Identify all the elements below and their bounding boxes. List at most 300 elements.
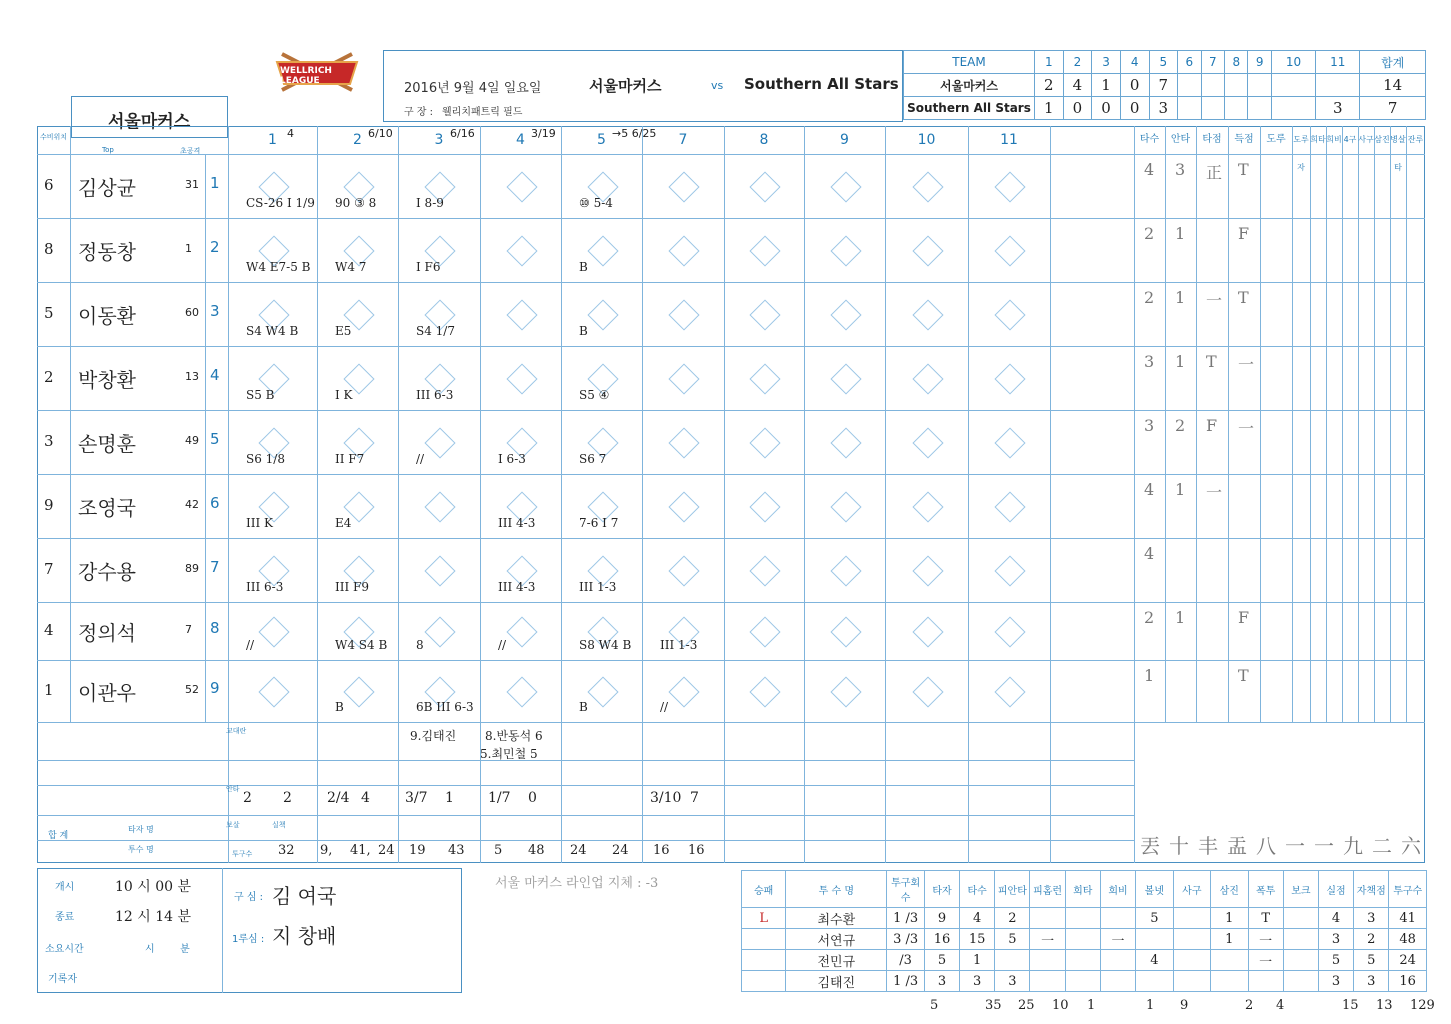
- row-line: [37, 815, 1134, 816]
- inning-score: [1248, 97, 1271, 120]
- inning-number: 9: [840, 132, 849, 148]
- league-logo: [272, 50, 362, 94]
- col-line: [1406, 126, 1407, 722]
- umpire-1b: 지 창배: [272, 924, 337, 948]
- stat-header: 안타: [1170, 134, 1191, 145]
- inning-number: 1: [268, 132, 277, 148]
- inning-pitches: 24: [570, 843, 587, 858]
- inning-header: 3: [1092, 51, 1121, 74]
- batter-stat: 4: [1144, 544, 1155, 563]
- hits-label: 안타: [226, 785, 240, 793]
- pitching-cell: [1283, 950, 1318, 971]
- stat-header: 타수: [1139, 134, 1160, 145]
- col-line: [642, 126, 643, 863]
- stat-header: 삼진: [1374, 135, 1390, 144]
- tally-mark: 九: [1343, 834, 1363, 858]
- batter-stat: 2: [1144, 288, 1155, 307]
- at-bat-mark: II F7: [335, 452, 365, 466]
- pitching-cell: 1: [1211, 908, 1248, 929]
- batter-stat: 4: [1144, 480, 1155, 499]
- walks-label: 보살: [226, 821, 240, 829]
- tally-mark: 一: [1285, 834, 1305, 858]
- inning-number: 3: [434, 132, 444, 148]
- inning-score: [1271, 97, 1315, 120]
- at-bat-mark: //: [416, 452, 425, 466]
- inning-pitches: 16: [653, 843, 670, 858]
- batter-stat: F: [1238, 608, 1250, 627]
- inning-pitches: 48: [528, 843, 545, 858]
- pitching-cell: 최수환: [786, 908, 887, 929]
- at-bat-mark: I K: [335, 388, 353, 402]
- venue-name: 웰리치패트릭 필드: [442, 107, 523, 118]
- inning-pitches: 5: [494, 843, 503, 858]
- batting-order: 9: [210, 679, 220, 697]
- pitching-cell: [1211, 950, 1248, 971]
- col-line: [968, 126, 969, 863]
- at-bat-mark: III 4-3: [498, 580, 536, 594]
- pitching-header: 타자: [924, 871, 959, 908]
- at-bat-mark: E5: [335, 324, 352, 338]
- pitching-cell: 一: [1030, 929, 1065, 950]
- pitching-total: 35: [985, 998, 1002, 1013]
- umpire-1b-label: 1루심 :: [232, 934, 265, 945]
- tally-mark: 六: [1401, 834, 1421, 858]
- away-team-name: Southern All Stars: [744, 75, 899, 93]
- batter-stat: 一: [1206, 291, 1223, 310]
- col-line: [1342, 126, 1343, 722]
- venue-label: 구 장 :: [404, 107, 434, 118]
- col-line: [1390, 126, 1391, 722]
- col-line: [804, 126, 805, 863]
- pitching-cell: 一: [1248, 929, 1283, 950]
- batter-stat: 一: [1206, 483, 1223, 502]
- inning-pitches: 24: [612, 843, 629, 858]
- inning-score: [1225, 97, 1248, 120]
- pitching-total: 10: [1052, 998, 1069, 1013]
- pitching-cell: 2: [995, 908, 1030, 929]
- at-bat-mark: III 6-3: [246, 580, 284, 594]
- total-score: 7: [1360, 97, 1426, 120]
- batting-order: 5: [210, 430, 220, 448]
- player-number: 89: [185, 562, 199, 575]
- pitching-cell: [1100, 971, 1135, 992]
- row-line: [37, 785, 1134, 786]
- pitching-cell: 4: [960, 908, 995, 929]
- batters-label: 타자 명: [128, 825, 154, 834]
- batting-order: 3: [210, 302, 220, 320]
- pitching-cell: 1 /3: [887, 971, 924, 992]
- player-name: 박창환: [78, 368, 136, 392]
- batter-stat: T: [1206, 352, 1217, 371]
- pitching-header: 투 수 명: [786, 871, 887, 908]
- pitching-cell: 2: [1354, 929, 1389, 950]
- pitching-cell: 전민규: [786, 950, 887, 971]
- at-bat-mark: B: [579, 700, 588, 714]
- pitching-total: 1: [1087, 998, 1096, 1013]
- stat-header: 희타: [1310, 135, 1326, 144]
- at-bat-mark: 90 ③ 8: [335, 196, 377, 210]
- at-bat-mark: B: [579, 324, 588, 338]
- row-line: [37, 218, 1425, 219]
- pitching-header: 희비: [1100, 871, 1135, 908]
- inning-note: 3/19: [531, 127, 556, 140]
- pitching-cell: [1030, 971, 1065, 992]
- inning-hits: 0: [528, 790, 537, 806]
- pitching-total: 13: [1376, 998, 1393, 1013]
- sub-entry: 5.최민철 5: [480, 747, 538, 761]
- pitching-cell: [742, 929, 786, 950]
- at-bat-mark: III 1-3: [579, 580, 617, 594]
- total-label: 합 계: [48, 831, 69, 841]
- pitching-cell: [995, 950, 1030, 971]
- player-number: 52: [185, 683, 199, 696]
- player-number: 49: [185, 434, 199, 447]
- at-bat-mark: S4 1/7: [416, 324, 455, 338]
- pitching-cell: /3: [887, 950, 924, 971]
- pitching-cell: 3 /3: [887, 929, 924, 950]
- pitching-cell: [1173, 950, 1210, 971]
- duration-label: 소요시간: [45, 944, 84, 955]
- at-bat-mark: //: [498, 638, 507, 652]
- pitching-cell: [1283, 971, 1318, 992]
- batter-stat: 2: [1144, 224, 1155, 243]
- pitching-cell: 3: [1318, 971, 1353, 992]
- col-line: [1374, 126, 1375, 722]
- sub-entry: 9.김태진: [410, 729, 457, 743]
- batting-order: 4: [210, 366, 220, 384]
- batter-stat: 正: [1206, 163, 1223, 182]
- player-number: 42: [185, 498, 199, 511]
- pitching-cell: 서연규: [786, 929, 887, 950]
- at-bat-mark: 8: [416, 638, 424, 652]
- inning-score: 0: [1063, 97, 1092, 120]
- pitching-total: 1: [1146, 998, 1155, 1013]
- batting-order: 1: [210, 174, 220, 192]
- player-number: 1: [185, 242, 192, 255]
- pitching-cell: 48: [1389, 929, 1427, 950]
- inning-score: [1178, 74, 1201, 97]
- pitching-cell: [1173, 971, 1210, 992]
- pitching-header: 타수: [960, 871, 995, 908]
- pitching-total: 2: [1245, 998, 1254, 1013]
- subs-label: 교대란: [226, 727, 247, 735]
- at-bat-mark: W4 S4 B: [335, 638, 388, 652]
- pitching-total: 15: [1342, 998, 1359, 1013]
- inning-number: 10: [917, 132, 936, 148]
- pitching-cell: 4: [1136, 950, 1173, 971]
- batter-stat: F: [1206, 416, 1218, 435]
- tally-mark: 二: [1372, 834, 1392, 858]
- linescore-total-header: 합계: [1360, 51, 1426, 74]
- inning-score: 0: [1120, 97, 1149, 120]
- player-position: 6: [44, 176, 54, 194]
- player-name: 김상균: [78, 176, 136, 200]
- pitching-header: 자책점: [1354, 871, 1389, 908]
- inning-hits: 2: [243, 790, 252, 806]
- end-time: 12 시 14 분: [115, 909, 192, 925]
- home-team-name: 서울마커스: [589, 77, 662, 95]
- at-bat-mark: //: [660, 700, 669, 714]
- pitching-cell: [1248, 971, 1283, 992]
- inning-number: 4: [516, 132, 525, 148]
- pitching-total: 25: [1018, 998, 1035, 1013]
- batter-stat: 一: [1238, 355, 1255, 374]
- player-position: 5: [44, 304, 54, 322]
- game-date: 2016년 9월 4일 일요일: [404, 81, 542, 96]
- tally-mark: 丟: [1140, 834, 1160, 858]
- at-bat-mark: III 1-3: [660, 638, 698, 652]
- pitching-cell: [742, 950, 786, 971]
- col-line: [1134, 126, 1135, 722]
- player-position: 7: [44, 560, 54, 578]
- player-number: 31: [185, 178, 199, 191]
- pitching-cell: [1136, 971, 1173, 992]
- at-bat-mark: S4 W4 B: [246, 324, 299, 338]
- player-position: 2: [44, 368, 54, 386]
- col-line: [561, 126, 562, 863]
- at-bat-mark: S5 B: [246, 388, 275, 402]
- col-line: [205, 154, 206, 722]
- pitching-cell: 16: [924, 929, 959, 950]
- inning-number: 5: [597, 132, 606, 148]
- at-bat-mark: 6B III 6-3: [416, 700, 474, 714]
- pitching-cell: [1030, 908, 1065, 929]
- batter-stat: 2: [1175, 416, 1186, 435]
- pitching-header: 투구수: [1389, 871, 1427, 908]
- duration-unit: 시 분: [145, 944, 190, 955]
- linescore-table: [903, 50, 1426, 120]
- pitching-cell: 一: [1248, 950, 1283, 971]
- inning-score: 7: [1149, 74, 1178, 97]
- player-name: 손명훈: [78, 432, 136, 456]
- player-name: 정의석: [78, 621, 136, 645]
- stat-header: 병살타: [1390, 135, 1406, 172]
- linescore-team-header: TEAM: [904, 51, 1035, 74]
- at-bat-mark: I F6: [416, 260, 441, 274]
- player-number: 13: [185, 370, 199, 383]
- stat-header: 사구: [1358, 135, 1374, 144]
- inning-pitches: 19: [409, 843, 426, 858]
- col-line: [398, 126, 399, 863]
- linescore-team: 서울마커스: [904, 74, 1035, 97]
- pitching-header: 볼넷: [1136, 871, 1173, 908]
- inning-score: 1: [1092, 74, 1121, 97]
- pitching-header: 희타: [1065, 871, 1100, 908]
- pitching-cell: [1283, 908, 1318, 929]
- col-line: [1196, 126, 1197, 722]
- inning-pitches: 32: [278, 843, 295, 858]
- inning-score: [1271, 74, 1315, 97]
- logo-text: WELLRICH LEAGUE: [280, 66, 332, 86]
- inning-header: 6: [1178, 51, 1201, 74]
- batter-stat: 3: [1175, 160, 1186, 179]
- pitching-cell: [1100, 908, 1135, 929]
- inning-pitches: 24: [378, 843, 395, 858]
- pitches-label: 투구수: [232, 850, 253, 858]
- inning-hits: 7: [690, 790, 699, 806]
- pitching-cell: 3: [1354, 971, 1389, 992]
- pitching-total: 9: [1180, 998, 1189, 1013]
- pitching-cell: 5: [924, 950, 959, 971]
- pitching-cell: 41: [1389, 908, 1427, 929]
- pitching-header: 보크: [1283, 871, 1318, 908]
- pitching-cell: 一: [1100, 929, 1135, 950]
- batter-stat: 2: [1144, 608, 1155, 627]
- position-col-label: 수비위치: [40, 133, 68, 141]
- pitching-cell: 5: [1318, 950, 1353, 971]
- at-bat-mark: E4: [335, 516, 352, 530]
- inning-score: [1316, 74, 1360, 97]
- player-name: 정동창: [78, 240, 136, 264]
- pitching-header: 투구회수: [887, 871, 924, 908]
- player-name: 강수용: [78, 560, 136, 584]
- inning-hits: 4: [361, 790, 370, 806]
- batting-order: 7: [210, 558, 220, 576]
- batter-stat: 1: [1175, 352, 1186, 371]
- inning-score: [1248, 74, 1271, 97]
- player-position: 8: [44, 240, 54, 258]
- stat-header: 타점: [1202, 134, 1222, 145]
- player-name: 이관우: [78, 681, 136, 705]
- tally-mark: 一: [1314, 834, 1334, 858]
- inning-score: 0: [1092, 97, 1121, 120]
- start-time: 10 시 00 분: [115, 879, 192, 895]
- pitching-header: 승패: [742, 871, 786, 908]
- pitching-cell: 9: [924, 908, 959, 929]
- scorer-label: 기록자: [48, 974, 77, 985]
- at-bat-mark: S8 W4 B: [579, 638, 632, 652]
- total-score: 14: [1360, 74, 1426, 97]
- pitching-cell: 3: [1354, 908, 1389, 929]
- inning-pitches: 16: [688, 843, 705, 858]
- col-line: [1165, 126, 1166, 722]
- row-line: [37, 760, 1134, 761]
- row-line: [37, 410, 1425, 411]
- row-line: [37, 722, 1425, 723]
- inning-number: 2: [353, 132, 362, 148]
- pitching-cell: 24: [1389, 950, 1427, 971]
- row-line: [37, 660, 1425, 661]
- at-bat-mark: I 8-9: [416, 196, 444, 210]
- stat-header: 도루: [1266, 134, 1286, 145]
- batter-stat: 一: [1238, 419, 1255, 438]
- player-position: 3: [44, 432, 54, 450]
- at-bat-mark: III F9: [335, 580, 369, 594]
- inning-header: 5: [1149, 51, 1178, 74]
- batter-stat: 1: [1175, 608, 1186, 627]
- inning-number: 7: [678, 132, 688, 148]
- stat-header: 4구: [1343, 135, 1357, 144]
- inning-score: 3: [1316, 97, 1360, 120]
- batter-stat: F: [1238, 224, 1250, 243]
- stat-header: 도루자: [1293, 135, 1309, 172]
- pitching-cell: 5: [1136, 908, 1173, 929]
- pitching-cell: T: [1248, 908, 1283, 929]
- pitching-cell: 3: [995, 971, 1030, 992]
- pitching-cell: [742, 971, 786, 992]
- pitching-cell: 1: [1211, 929, 1248, 950]
- pitching-total: 5: [930, 998, 939, 1013]
- stat-header: 잔루: [1407, 135, 1424, 144]
- pitching-cell: L: [742, 908, 786, 929]
- at-bat-mark: S6 1/8: [246, 452, 285, 466]
- pitching-cell: 15: [960, 929, 995, 950]
- row-line: [37, 602, 1425, 603]
- pitching-cell: 3: [1318, 929, 1353, 950]
- col-line: [1358, 126, 1359, 722]
- sub-entry: 8.반동석 6: [485, 729, 543, 743]
- pitching-cell: 16: [1389, 971, 1427, 992]
- pitching-cell: 1 /3: [887, 908, 924, 929]
- player-position: 1: [44, 681, 54, 699]
- at-bat-mark: ⑩ 5-4: [579, 196, 613, 210]
- inning-score: 3: [1149, 97, 1178, 120]
- pitching-total: 129: [1410, 998, 1435, 1013]
- pitching-cell: [1030, 950, 1065, 971]
- pitching-cell: [1065, 929, 1100, 950]
- umpire-main: 김 여국: [272, 884, 337, 908]
- inning-hits: 2: [283, 790, 292, 806]
- errors-label: 실책: [272, 821, 286, 829]
- batter-stat: 3: [1144, 416, 1155, 435]
- lineup-delay-note: 서울 마커스 라인업 지체 : -3: [495, 876, 659, 891]
- row-line: [37, 154, 1425, 155]
- pitching-header: 삼진: [1211, 871, 1248, 908]
- inning-score: 4: [1063, 74, 1092, 97]
- inning-pitches: 43: [448, 843, 465, 858]
- inning-header: 7: [1201, 51, 1224, 74]
- row-line: [37, 346, 1425, 347]
- pitching-cell: [1100, 950, 1135, 971]
- inning-score: [1201, 74, 1224, 97]
- pitching-header: 실점: [1318, 871, 1353, 908]
- col-line: [1310, 126, 1311, 722]
- pitching-cell: [1136, 929, 1173, 950]
- inning-header: 11: [1316, 51, 1360, 74]
- batting-order: 2: [210, 238, 220, 256]
- pitching-cell: 김태진: [786, 971, 887, 992]
- inning-hits: 1/7: [488, 790, 511, 806]
- pitching-cell: [1173, 908, 1210, 929]
- batter-stat: 3: [1144, 352, 1155, 371]
- inning-note: 6/16: [450, 127, 475, 140]
- pitching-cell: 3: [960, 971, 995, 992]
- pitching-cell: [1065, 950, 1100, 971]
- col-line: [1228, 126, 1229, 722]
- row-line: [37, 474, 1425, 475]
- inning-header: 8: [1225, 51, 1248, 74]
- batter-stat: 1: [1175, 480, 1186, 499]
- inning-pitches: 41,: [350, 843, 371, 858]
- inning-number: 8: [759, 132, 769, 148]
- at-bat-mark: B: [579, 260, 588, 274]
- inning-number: 11: [1000, 132, 1018, 148]
- linescore-team: Southern All Stars: [904, 97, 1035, 120]
- tally-mark: 盂: [1227, 834, 1247, 858]
- pitching-cell: [1211, 971, 1248, 992]
- at-bat-mark: S6 7: [579, 452, 607, 466]
- player-number: 60: [185, 306, 199, 319]
- batter-stat: 1: [1175, 288, 1186, 307]
- inning-score: [1178, 97, 1201, 120]
- row-line: [37, 840, 1134, 841]
- inning-header: 1: [1035, 51, 1064, 74]
- inning-note: 4: [287, 127, 294, 140]
- pitching-cell: [1173, 929, 1210, 950]
- batting-team-name: 서울마커스: [108, 112, 191, 132]
- row-line: [37, 282, 1425, 283]
- pitching-header: 폭투: [1248, 871, 1283, 908]
